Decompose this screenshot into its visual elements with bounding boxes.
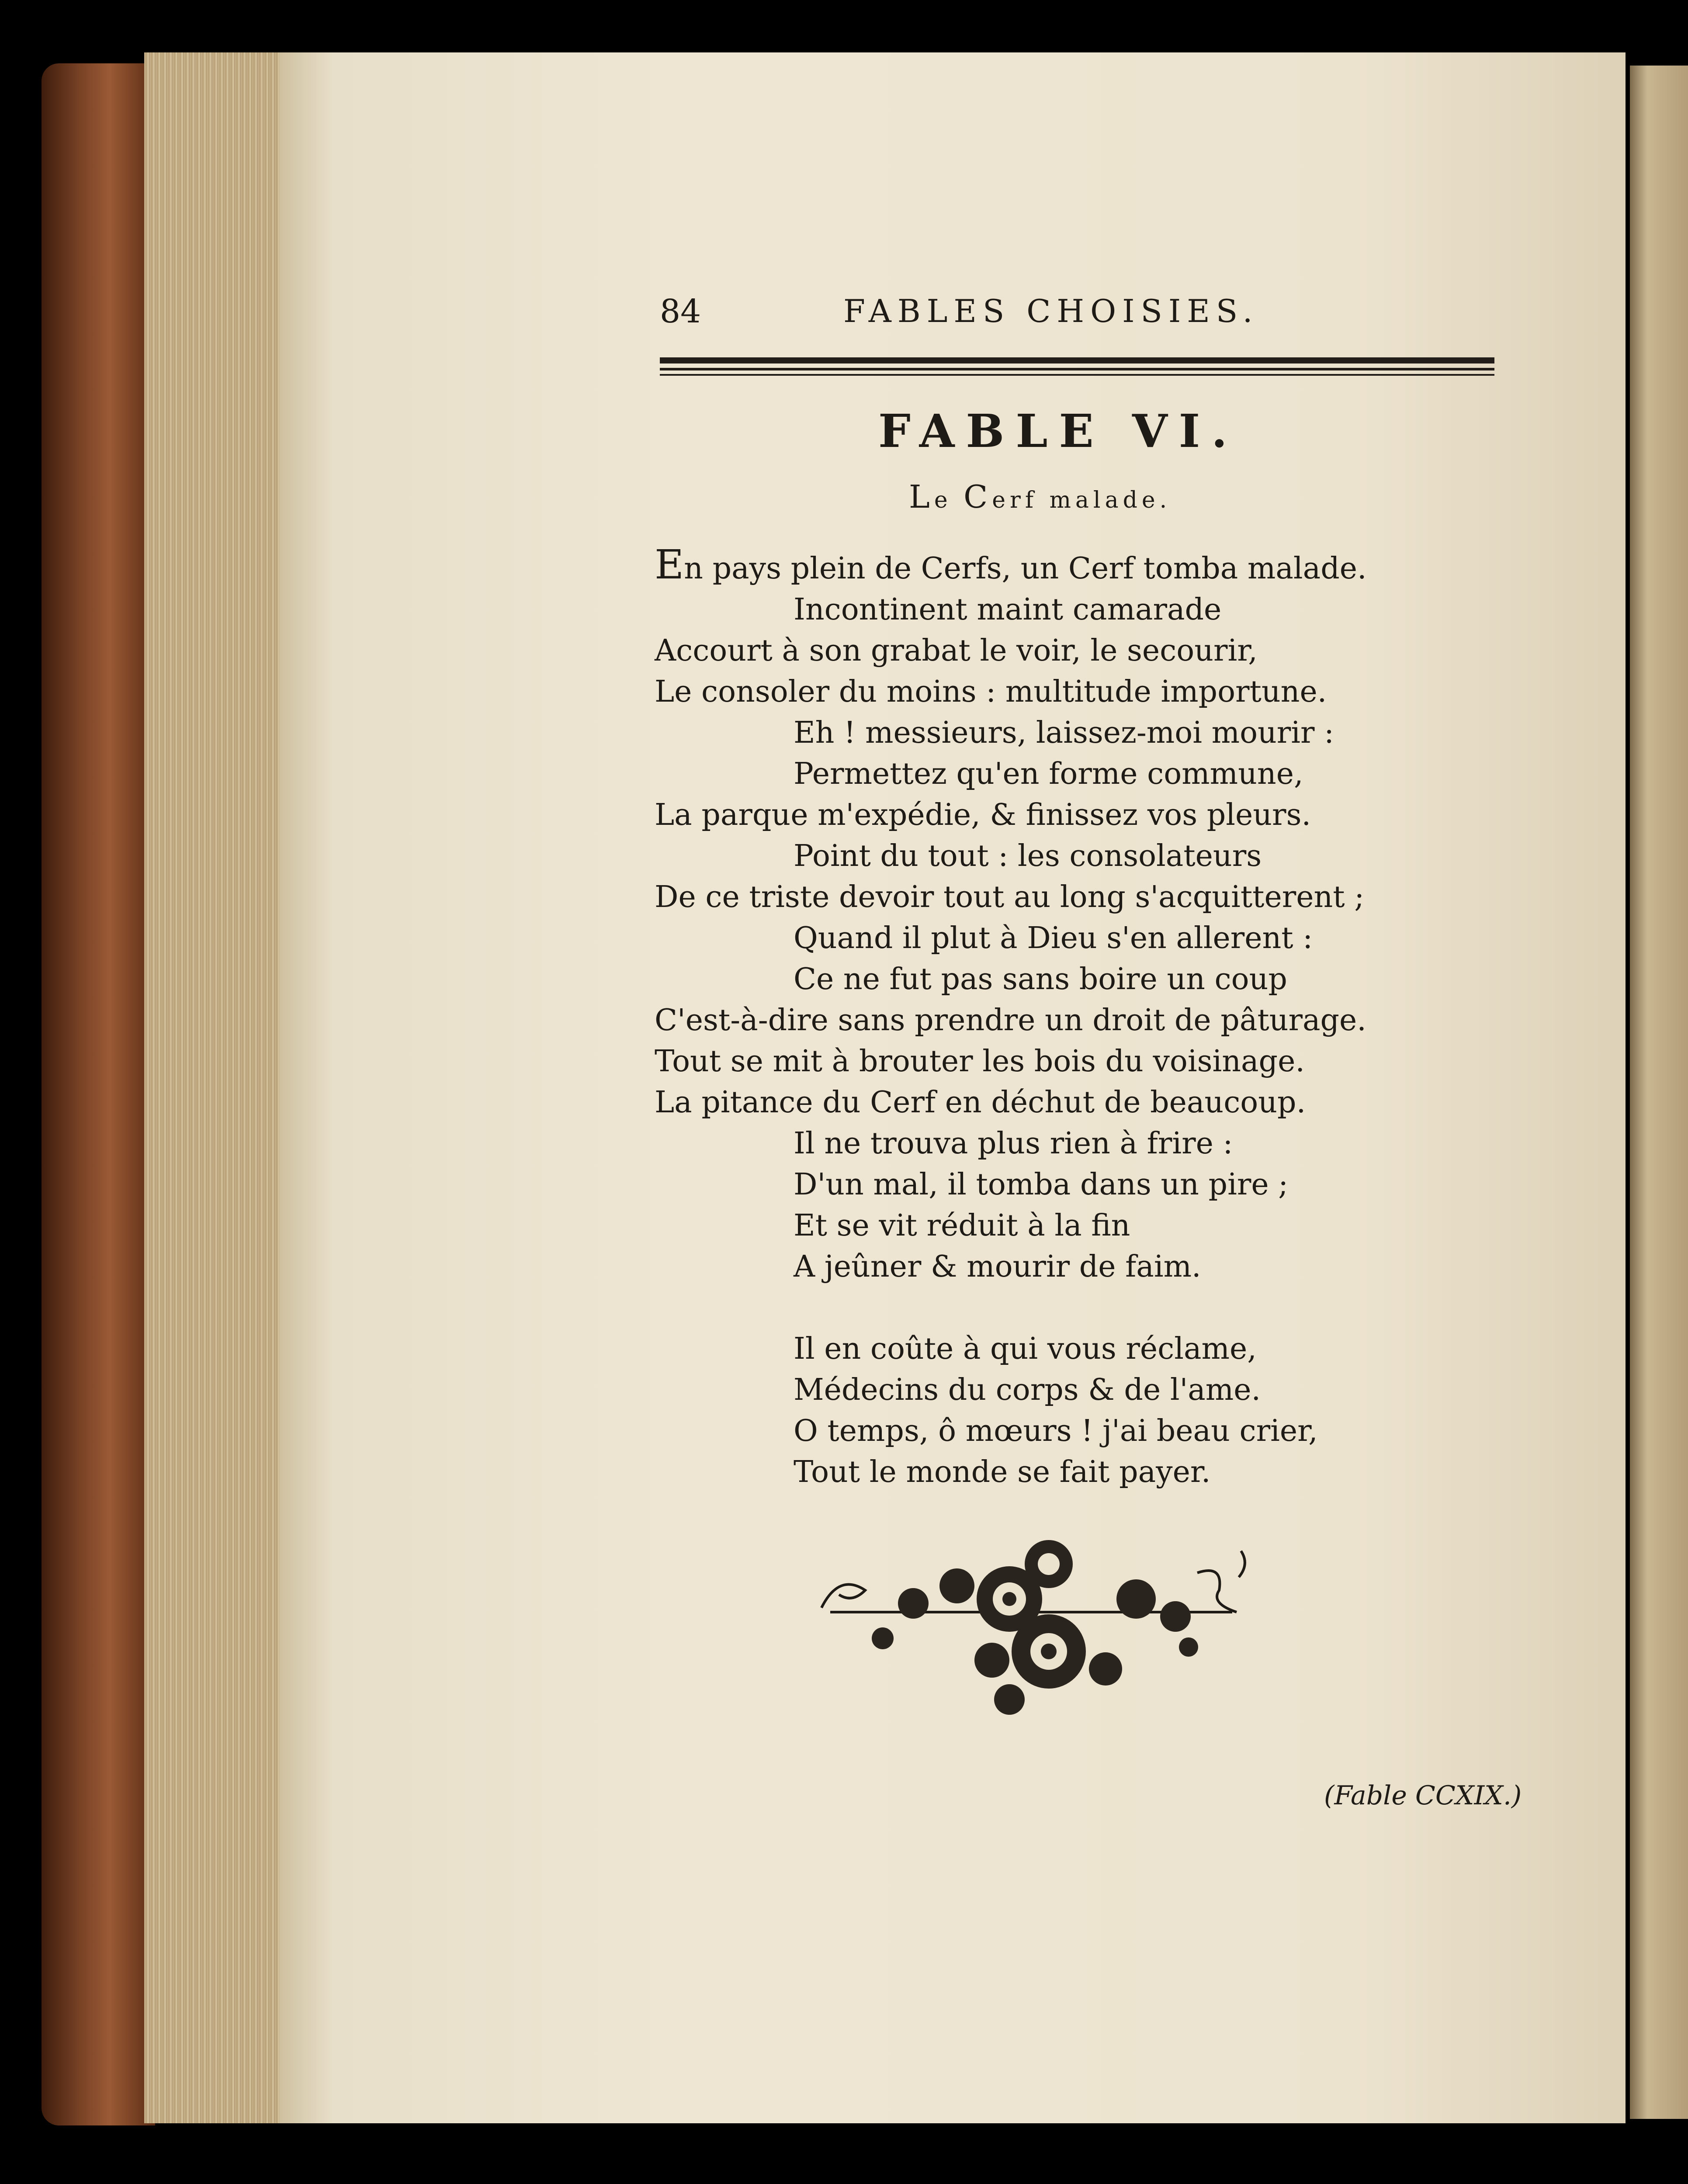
subtitle-part: malade. bbox=[1049, 487, 1172, 513]
verse-line: Quand il plut à Dieu s'en allerent : bbox=[794, 921, 1313, 955]
leaf-cluster bbox=[1179, 1637, 1198, 1657]
fable-subtitle bbox=[909, 478, 1171, 515]
leaf-cluster bbox=[872, 1627, 894, 1649]
running-head bbox=[660, 293, 1328, 341]
verse-line: Tout se mit à brouter les bois du voisinage. bbox=[655, 1044, 1305, 1079]
leaf-cluster bbox=[994, 1684, 1025, 1715]
book-cover-leather bbox=[42, 63, 155, 2125]
vine-curl bbox=[821, 1585, 865, 1608]
verse-line: Eh ! messieurs, laissez-moi mourir : bbox=[794, 716, 1334, 750]
leaf-cluster bbox=[1089, 1652, 1122, 1686]
verse-line: O temps, ô mœurs ! j'ai beau crier, bbox=[794, 1414, 1318, 1448]
verse-line: De ce triste devoir tout au long s'acquitterent ; bbox=[655, 880, 1365, 914]
verse-line: Le consoler du moins : multitude importune. bbox=[655, 675, 1327, 709]
rose-highlight bbox=[1038, 1553, 1060, 1575]
fable-reference: (Fable CCXIX.) bbox=[1324, 1780, 1522, 1811]
verse-line: D'un mal, il tomba dans un pire ; bbox=[794, 1167, 1289, 1202]
verse-line: Permettez qu'en forme commune, bbox=[794, 757, 1303, 791]
verse-line: La parque m'expédie, & finissez vos pleurs. bbox=[655, 798, 1311, 832]
poem bbox=[655, 541, 1441, 1493]
verse-line: Accourt à son grabat le voir, le secourir, bbox=[655, 633, 1258, 668]
page-edges bbox=[144, 52, 284, 2123]
verse-line: Et se vit réduit à la fin bbox=[794, 1208, 1130, 1243]
verse-line: Il ne trouva plus rien à frire : bbox=[794, 1126, 1233, 1161]
leaf-cluster bbox=[1160, 1601, 1191, 1632]
running-title: FABLES CHOISIES. bbox=[843, 293, 1259, 329]
floral-ornament bbox=[804, 1538, 1258, 1765]
subtitle-part: erf bbox=[992, 487, 1050, 513]
verse-line: Incontinent maint camarade bbox=[794, 592, 1222, 627]
header-rule bbox=[660, 368, 1494, 370]
rose-center bbox=[1041, 1644, 1057, 1659]
leaf-cluster bbox=[974, 1643, 1009, 1678]
subtitle-part: C bbox=[964, 478, 992, 515]
drop-cap: E bbox=[655, 541, 684, 588]
subtitle-part: L bbox=[909, 478, 934, 515]
subtitle-part: e bbox=[934, 487, 964, 513]
vine-curl bbox=[1197, 1571, 1237, 1612]
page-number: 84 bbox=[660, 293, 701, 330]
verse-line: La pitance du Cerf en déchut de beaucoup. bbox=[655, 1085, 1306, 1120]
facing-page-edge bbox=[1630, 66, 1688, 2119]
leaf-cluster bbox=[1116, 1579, 1156, 1619]
leaf-cluster bbox=[898, 1588, 929, 1619]
rose-center bbox=[1002, 1592, 1016, 1606]
leaf-cluster bbox=[939, 1568, 974, 1603]
fable-title: FABLE VI. bbox=[878, 404, 1239, 458]
verse-line: Point du tout : les consolateurs bbox=[794, 839, 1262, 873]
verse-line: En pays plein de Cerfs, un Cerf tomba malade. bbox=[655, 541, 1367, 588]
verse-line: A jeûner & mourir de faim. bbox=[794, 1249, 1201, 1284]
verse-line: Médecins du corps & de l'ame. bbox=[794, 1373, 1261, 1407]
verse-line: Ce ne fut pas sans boire un coup bbox=[794, 962, 1287, 997]
verse-line: Il en coûte à qui vous réclame, bbox=[794, 1332, 1257, 1366]
verse-line: Tout le monde se fait payer. bbox=[794, 1455, 1211, 1489]
header-rule bbox=[660, 357, 1494, 363]
vine-curl bbox=[1239, 1551, 1245, 1577]
verse-line: C'est-à-dire sans prendre un droit de pâturage. bbox=[655, 1003, 1366, 1038]
header-rule bbox=[660, 374, 1494, 376]
